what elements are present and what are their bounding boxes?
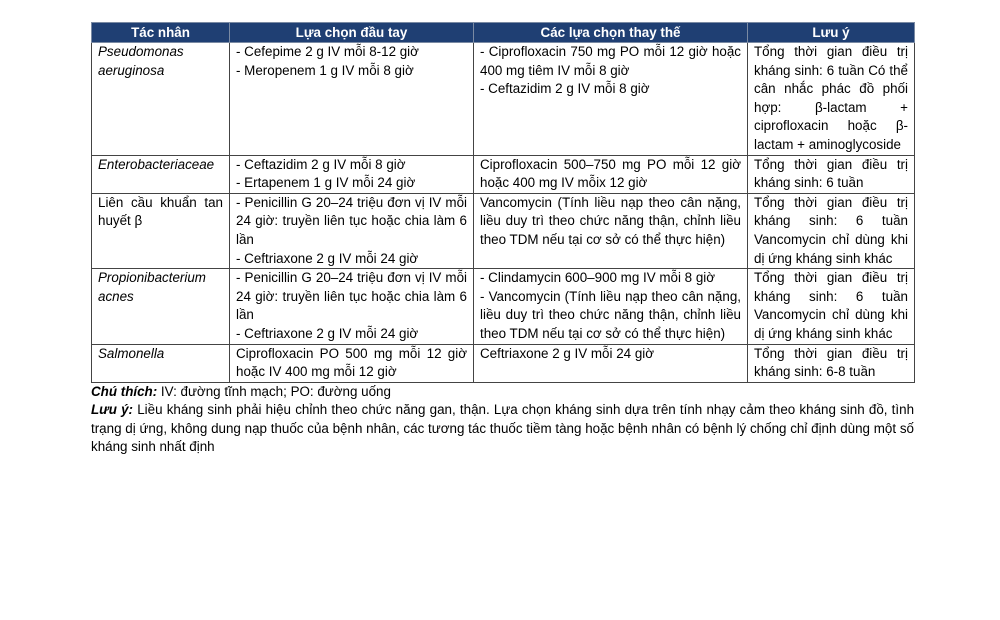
footnote-text: IV: đường tĩnh mạch; PO: đường uống <box>157 383 391 399</box>
cell-agent: Liên cầu khuẩn tan huyết β <box>92 193 230 268</box>
header-first-line: Lựa chọn đầu tay <box>230 23 474 43</box>
cell-alternatives <box>474 43 748 156</box>
cell-first-line <box>230 269 474 344</box>
table-row <box>92 269 915 344</box>
table-header-row <box>92 23 915 43</box>
cell-agent: Propionibacterium acnes <box>92 269 230 344</box>
first-line-item: - Ertapenem 1 g IV mỗi 24 giờ <box>236 175 416 191</box>
cell-alternatives <box>474 344 748 382</box>
cell-first-line <box>230 193 474 268</box>
alternative-item: Ceftriaxone 2 g IV mỗi 24 giờ <box>480 345 655 361</box>
alternative-item: - Vancomycin (Tính liều nạp theo cân nặng, liều duy trì theo chức năng thận, chỉnh liều theo TDM nếu tại cơ sở có thể thực hiện) <box>480 288 741 341</box>
first-line-item: Ciprofloxacin PO 500 mg mỗi 12 giờ hoặc IV 400 mg mỗi 12 giờ <box>236 345 467 380</box>
caution-note <box>91 401 914 457</box>
alternative-item: - Ciprofloxacin 750 mg PO mỗi 12 giờ hoặc 400 mg tiêm IV mỗi 8 giờ <box>480 44 741 78</box>
cell-first-line <box>230 43 474 156</box>
footnote <box>91 383 914 402</box>
table-row <box>92 43 915 156</box>
cell-alternatives <box>474 269 748 344</box>
caution-text: Liều kháng sinh phải hiệu chỉnh theo chức năng gan, thận. Lựa chọn kháng sinh dựa trên tính nhạy cảm theo kháng sinh đồ, tình trạng dị ứng, không dung nạp thuốc của bệnh nhân, các tương tác thuốc tiềm tàng hoặc bệnh nhân có bệnh lý chống chỉ định dùng một số kháng sinh nhất định <box>91 402 915 455</box>
antibiotic-table <box>91 22 915 383</box>
cell-notes: Tổng thời gian điều trị kháng sinh: 6 tuần Vancomycin chỉ dùng khi dị ứng kháng sinh khác <box>748 193 915 268</box>
first-line-item: - Penicillin G 20–24 triệu đơn vị IV mỗi 24 giờ: truyền liên tục hoặc chia làm 6 lần <box>236 270 467 323</box>
first-line-item: - Cefepime 2 g IV mỗi 8-12 giờ <box>236 44 419 59</box>
first-line-item: - Penicillin G 20–24 triệu đơn vị IV mỗi 24 giờ: truyền liên tục hoặc chia làm 6 lần <box>236 194 467 247</box>
alternative-item: - Clindamycin 600–900 mg IV mỗi 8 giờ <box>480 270 716 286</box>
first-line-item: - Ceftriaxone 2 g IV mỗi 24 giờ <box>236 325 419 341</box>
cell-agent: Salmonella <box>92 344 230 382</box>
footnote-label: Chú thích: <box>91 383 158 399</box>
table-row <box>92 344 915 382</box>
header-notes: Lưu ý <box>748 23 915 43</box>
first-line-item: - Meropenem 1 g IV mỗi 8 giờ <box>236 62 414 78</box>
alternative-item: - Ceftazidim 2 g IV mỗi 8 giờ <box>480 81 650 97</box>
cell-first-line <box>230 344 474 382</box>
table-body <box>92 43 915 383</box>
cell-alternatives <box>474 155 748 193</box>
cell-notes: Tổng thời gian điều trị kháng sinh: 6 tuần <box>748 155 915 193</box>
header-agent: Tác nhân <box>92 23 230 43</box>
header-alternatives: Các lựa chọn thay thế <box>474 23 748 43</box>
cell-alternatives <box>474 193 748 268</box>
table-row <box>92 155 915 193</box>
alternative-item: Vancomycin (Tính liều nạp theo cân nặng, liều duy trì theo chức năng thận, chỉnh liều theo TDM nếu tại cơ sở có thể thực hiện) <box>480 194 741 247</box>
cell-first-line <box>230 155 474 193</box>
cell-notes: Tổng thời gian điều trị kháng sinh: 6 tuần Có thể cân nhắc phác đồ phối hợp: β-lactam + ciprofloxacin hoặc β-lactam + aminoglycoside <box>748 43 915 156</box>
table-row <box>92 193 915 268</box>
cell-agent: Enterobacteriaceae <box>92 155 230 193</box>
cell-agent: Pseudomonas aeruginosa <box>92 43 230 156</box>
cell-notes: Tổng thời gian điều trị kháng sinh: 6 tuần Vancomycin chỉ dùng khi dị ứng kháng sinh khác <box>748 269 915 344</box>
cell-notes: Tổng thời gian điều trị kháng sinh: 6-8 tuần <box>748 344 915 382</box>
caution-label: Lưu ý: <box>91 402 134 418</box>
document-page <box>91 22 914 457</box>
alternative-item: Ciprofloxacin 500–750 mg PO mỗi 12 giờ hoặc 400 mg IV mỗix 12 giờ <box>480 156 741 191</box>
first-line-item: - Ceftriaxone 2 g IV mỗi 24 giờ <box>236 250 419 266</box>
first-line-item: - Ceftazidim 2 g IV mỗi 8 giờ <box>236 156 406 172</box>
